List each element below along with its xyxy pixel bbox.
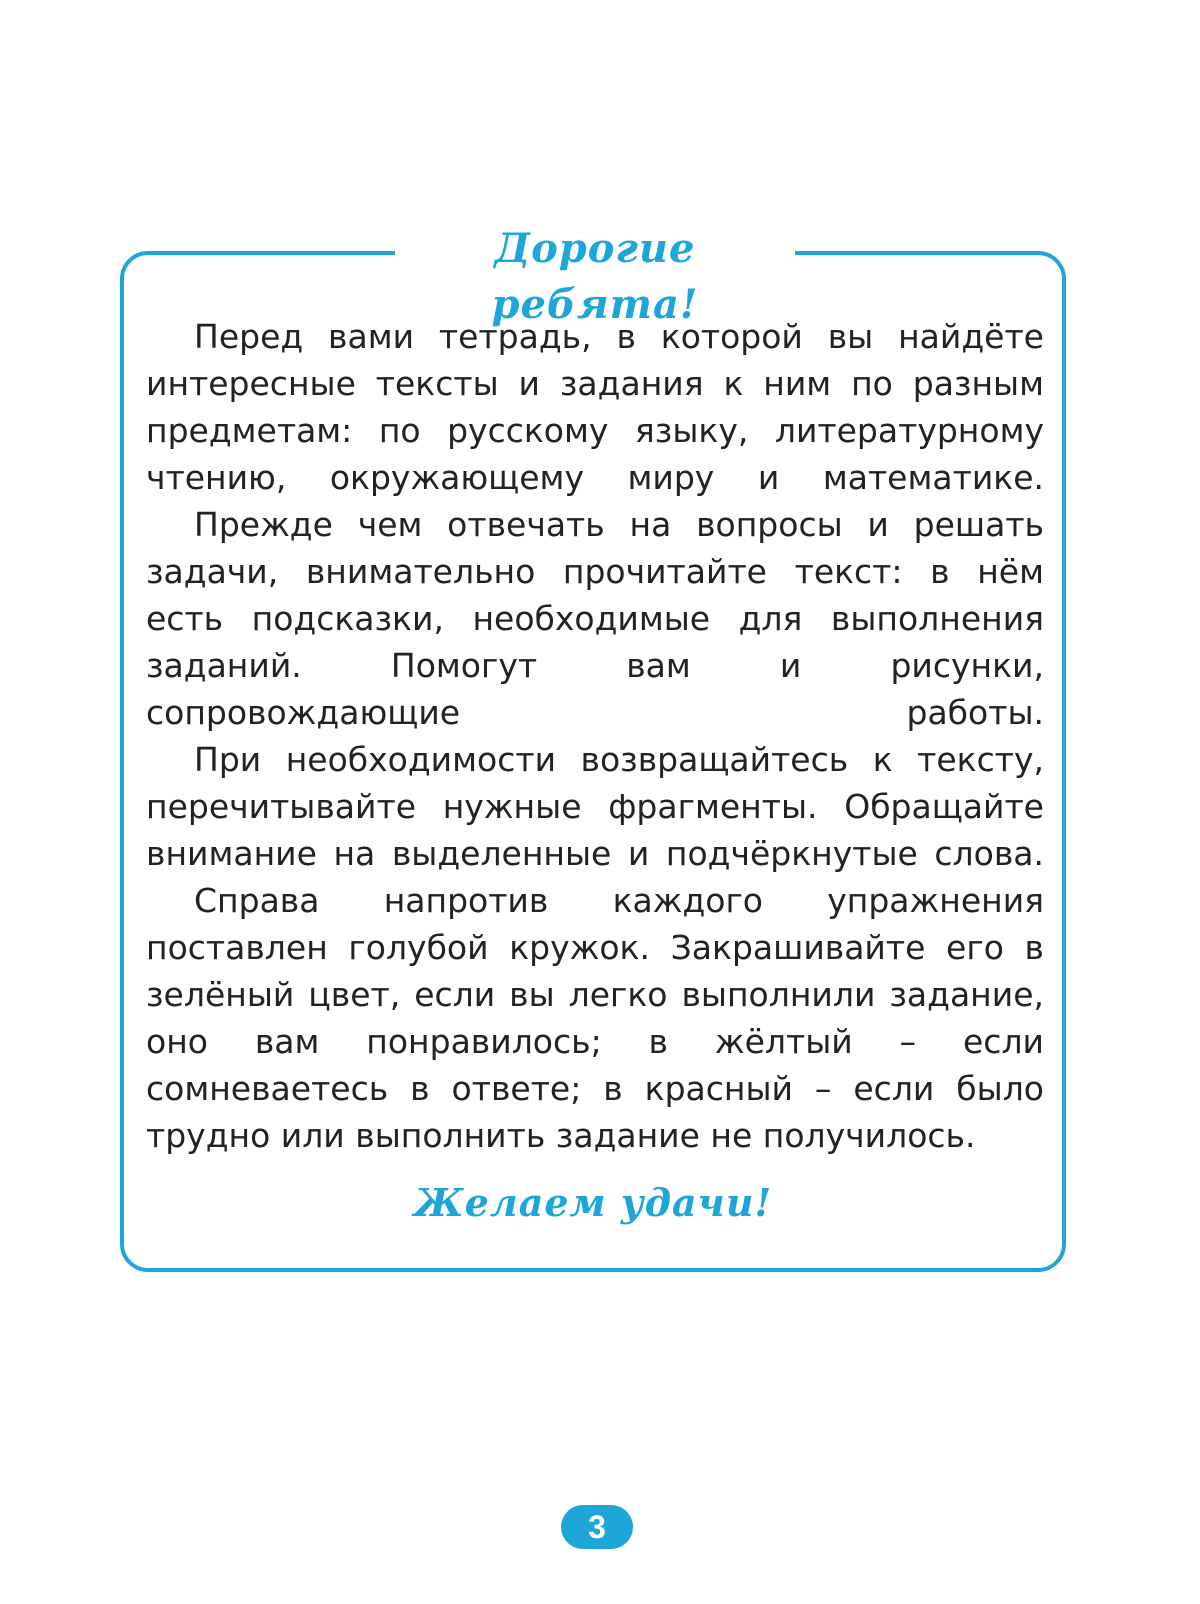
- paragraph-reread: При необходимости возвращайтесь к тексту, перечитывайте нужные фрагменты. Обращайте внимание на выделенные и подчёркнутые слова.: [146, 740, 1044, 873]
- page-heading: Дорогие ребята!: [395, 221, 795, 277]
- paragraph-intro: Перед вами тетрадь, в которой вы найдёте интересные тексты и задания к ним по разным предметам: по русскому языку, литературному чтению, окружающему миру и математике.: [146, 317, 1044, 497]
- page-number-badge: 3: [561, 1505, 633, 1549]
- paragraph-read-carefully: Прежде чем отвечать на вопросы и решать задачи, внимательно прочитайте текст: в нём есть подсказки, необходимые для выполнения заданий. Помогут вам и рисунки, сопровождающие работы.: [146, 505, 1044, 732]
- closing-wish: Желаем удачи!: [413, 1180, 773, 1225]
- paragraph-circles: Справа напротив каждого упражнения поставлен голубой кружок. Закрашивайте его в зелёный цвет, если вы легко выполнили задание, оно вам понравилось; в жёлтый – если сомневаетесь в ответе; в красный – если было трудно или выполнить задание не получилось.: [146, 881, 1044, 1155]
- body-text: [146, 313, 1044, 1159]
